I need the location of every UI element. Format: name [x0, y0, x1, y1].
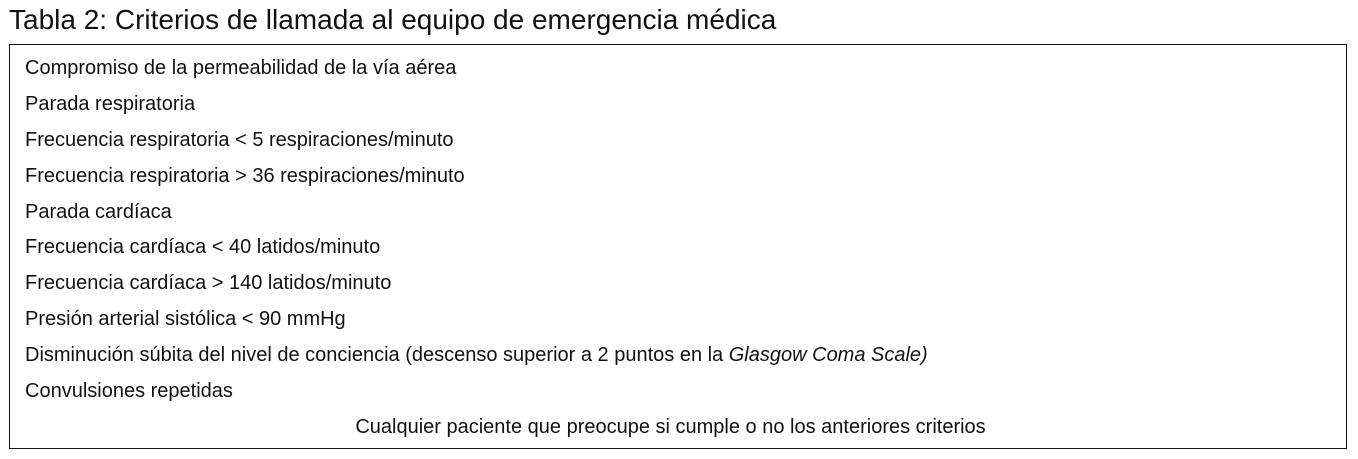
- criterion-resp-rate-high: Frecuencia respiratoria > 36 respiraciones/minuto: [25, 164, 465, 187]
- glasgow-scale-text: Glasgow Coma Scale): [728, 344, 928, 367]
- criterion-airway: Compromiso de la permeabilidad de la vía aérea: [25, 57, 457, 79]
- criterion-resp-rate-low: Frecuencia respiratoria < 5 respiraciones/minuto: [25, 128, 454, 151]
- criteria-table: [9, 44, 1347, 449]
- criterion-consciousness: [25, 338, 1336, 374]
- criterion-seizures: Convulsiones repetidas: [25, 380, 233, 403]
- criterion-systolic-pressure: Presión arterial sistólica < 90 mmHg: [25, 308, 346, 331]
- criterion-any-concern: Cualquier paciente que preocupe si cumple o no los anteriores criterios: [355, 415, 986, 438]
- table-title: Tabla 2: Criterios de llamada al equipo de emergencia médica: [9, 4, 777, 35]
- criterion-respiratory-arrest: Parada respiratoria: [25, 92, 196, 115]
- criterion-heart-rate-high: Frecuencia cardíaca > 140 latidos/minuto: [25, 272, 392, 295]
- consciousness-text: Disminución súbita del nivel de conciencia (descenso superior a 2 puntos en la: [25, 344, 729, 367]
- criteria-list: [25, 51, 1336, 446]
- criterion-heart-rate-low: Frecuencia cardíaca < 40 latidos/minuto: [25, 236, 381, 259]
- criterion-cardiac-arrest: Parada cardíaca: [25, 200, 172, 223]
